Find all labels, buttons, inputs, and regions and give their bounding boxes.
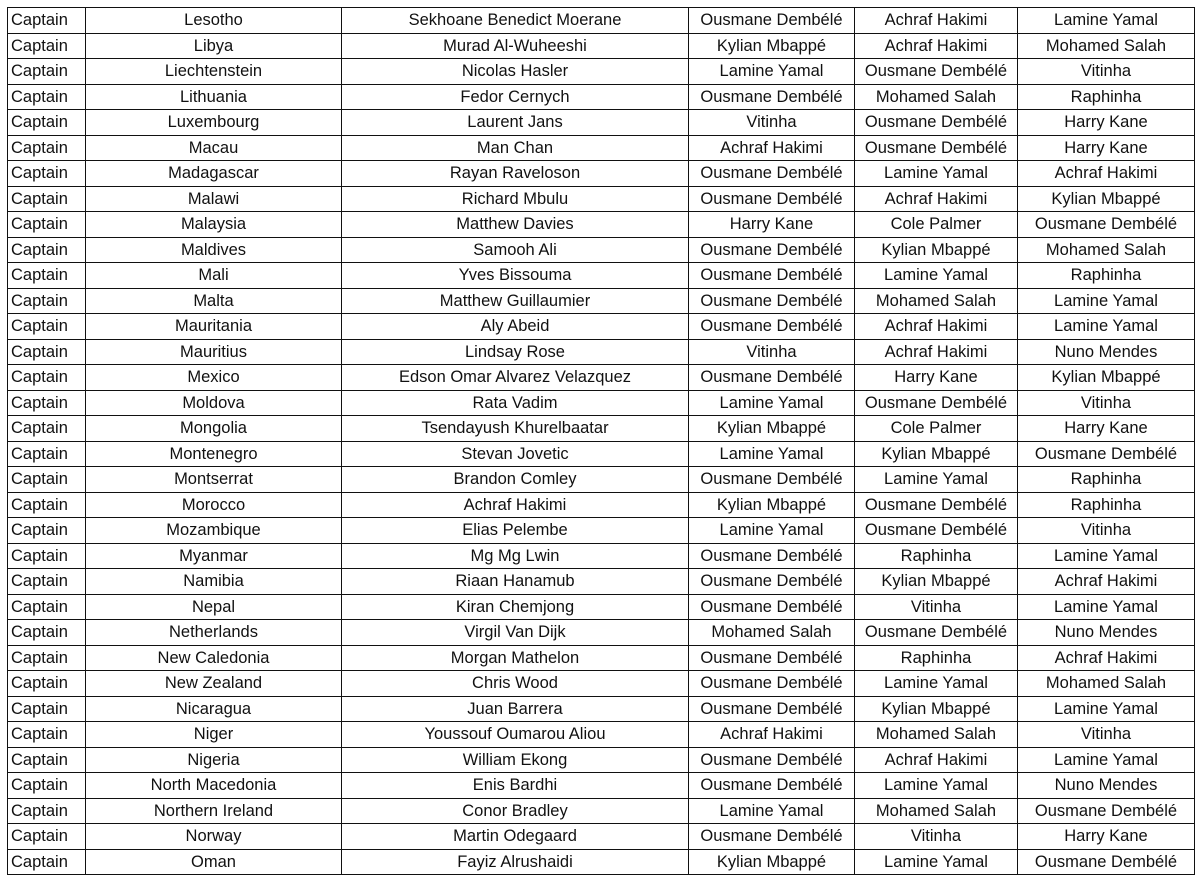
voter-name-cell: Matthew Davies [342,212,689,238]
table-row [8,84,1195,110]
second-choice-cell: Kylian Mbappé [855,569,1018,595]
role-cell: Captain [8,416,86,442]
voter-name-cell: Yves Bissouma [342,263,689,289]
voter-name-cell: Achraf Hakimi [342,492,689,518]
table-row [8,110,1195,136]
country-cell: Mali [86,263,342,289]
country-cell: Montserrat [86,467,342,493]
third-choice-cell: Lamine Yamal [1018,543,1195,569]
second-choice-cell: Vitinha [855,824,1018,850]
table-row [8,135,1195,161]
role-cell: Captain [8,671,86,697]
country-cell: Malawi [86,186,342,212]
table-row [8,263,1195,289]
first-choice-cell: Ousmane Dembélé [689,824,855,850]
second-choice-cell: Harry Kane [855,365,1018,391]
second-choice-cell: Cole Palmer [855,416,1018,442]
first-choice-cell: Ousmane Dembélé [689,314,855,340]
third-choice-cell: Ousmane Dembélé [1018,212,1195,238]
country-cell: Namibia [86,569,342,595]
third-choice-cell: Achraf Hakimi [1018,569,1195,595]
country-cell: Macau [86,135,342,161]
role-cell: Captain [8,237,86,263]
first-choice-cell: Ousmane Dembélé [689,645,855,671]
second-choice-cell: Vitinha [855,594,1018,620]
country-cell: Luxembourg [86,110,342,136]
country-cell: Liechtenstein [86,59,342,85]
third-choice-cell: Lamine Yamal [1018,747,1195,773]
third-choice-cell: Vitinha [1018,390,1195,416]
table-row [8,8,1195,34]
voting-sheet [7,7,1194,875]
voter-name-cell: Edson Omar Alvarez Velazquez [342,365,689,391]
first-choice-cell: Ousmane Dembélé [689,569,855,595]
role-cell: Captain [8,59,86,85]
voter-name-cell: Sekhoane Benedict Moerane [342,8,689,34]
voter-name-cell: Nicolas Hasler [342,59,689,85]
voter-name-cell: Rata Vadim [342,390,689,416]
third-choice-cell: Lamine Yamal [1018,594,1195,620]
second-choice-cell: Cole Palmer [855,212,1018,238]
voter-name-cell: Kiran Chemjong [342,594,689,620]
voter-name-cell: Fedor Cernych [342,84,689,110]
first-choice-cell: Kylian Mbappé [689,492,855,518]
voter-name-cell: Riaan Hanamub [342,569,689,595]
first-choice-cell: Lamine Yamal [689,441,855,467]
third-choice-cell: Raphinha [1018,263,1195,289]
voter-name-cell: Enis Bardhi [342,773,689,799]
second-choice-cell: Raphinha [855,543,1018,569]
table-row [8,671,1195,697]
first-choice-cell: Ousmane Dembélé [689,288,855,314]
country-cell: Oman [86,849,342,875]
table-row [8,645,1195,671]
second-choice-cell: Ousmane Dembélé [855,135,1018,161]
second-choice-cell: Ousmane Dembélé [855,59,1018,85]
role-cell: Captain [8,33,86,59]
role-cell: Captain [8,441,86,467]
voter-name-cell: Brandon Comley [342,467,689,493]
country-cell: Malta [86,288,342,314]
voter-name-cell: Youssouf Oumarou Aliou [342,722,689,748]
first-choice-cell: Mohamed Salah [689,620,855,646]
table-row [8,492,1195,518]
votes-table [7,7,1195,875]
country-cell: Nicaragua [86,696,342,722]
second-choice-cell: Kylian Mbappé [855,237,1018,263]
country-cell: New Caledonia [86,645,342,671]
country-cell: Lithuania [86,84,342,110]
second-choice-cell: Ousmane Dembélé [855,620,1018,646]
third-choice-cell: Harry Kane [1018,416,1195,442]
first-choice-cell: Harry Kane [689,212,855,238]
role-cell: Captain [8,569,86,595]
role-cell: Captain [8,620,86,646]
third-choice-cell: Mohamed Salah [1018,237,1195,263]
third-choice-cell: Vitinha [1018,722,1195,748]
first-choice-cell: Ousmane Dembélé [689,237,855,263]
country-cell: Myanmar [86,543,342,569]
country-cell: Mexico [86,365,342,391]
role-cell: Captain [8,492,86,518]
table-row [8,314,1195,340]
table-row [8,59,1195,85]
table-row [8,798,1195,824]
role-cell: Captain [8,339,86,365]
country-cell: Norway [86,824,342,850]
third-choice-cell: Ousmane Dembélé [1018,849,1195,875]
country-cell: Malaysia [86,212,342,238]
second-choice-cell: Achraf Hakimi [855,339,1018,365]
role-cell: Captain [8,186,86,212]
country-cell: Montenegro [86,441,342,467]
country-cell: Netherlands [86,620,342,646]
second-choice-cell: Ousmane Dembélé [855,390,1018,416]
country-cell: Mongolia [86,416,342,442]
third-choice-cell: Nuno Mendes [1018,620,1195,646]
third-choice-cell: Kylian Mbappé [1018,186,1195,212]
third-choice-cell: Vitinha [1018,518,1195,544]
table-row [8,441,1195,467]
country-cell: Niger [86,722,342,748]
first-choice-cell: Ousmane Dembélé [689,186,855,212]
voter-name-cell: Martin Odegaard [342,824,689,850]
voter-name-cell: Mg Mg Lwin [342,543,689,569]
second-choice-cell: Lamine Yamal [855,773,1018,799]
first-choice-cell: Achraf Hakimi [689,722,855,748]
voter-name-cell: Fayiz Alrushaidi [342,849,689,875]
first-choice-cell: Lamine Yamal [689,518,855,544]
country-cell: Mozambique [86,518,342,544]
voter-name-cell: Matthew Guillaumier [342,288,689,314]
table-row [8,416,1195,442]
table-row [8,824,1195,850]
role-cell: Captain [8,773,86,799]
role-cell: Captain [8,314,86,340]
role-cell: Captain [8,594,86,620]
country-cell: Northern Ireland [86,798,342,824]
country-cell: Mauritius [86,339,342,365]
first-choice-cell: Ousmane Dembélé [689,696,855,722]
role-cell: Captain [8,824,86,850]
role-cell: Captain [8,467,86,493]
table-row [8,773,1195,799]
first-choice-cell: Ousmane Dembélé [689,263,855,289]
role-cell: Captain [8,798,86,824]
table-row [8,288,1195,314]
table-row [8,722,1195,748]
second-choice-cell: Mohamed Salah [855,798,1018,824]
role-cell: Captain [8,849,86,875]
second-choice-cell: Achraf Hakimi [855,33,1018,59]
table-row [8,696,1195,722]
role-cell: Captain [8,161,86,187]
third-choice-cell: Nuno Mendes [1018,773,1195,799]
third-choice-cell: Nuno Mendes [1018,339,1195,365]
table-row [8,467,1195,493]
third-choice-cell: Harry Kane [1018,135,1195,161]
role-cell: Captain [8,288,86,314]
votes-table-body [8,8,1195,875]
first-choice-cell: Ousmane Dembélé [689,671,855,697]
third-choice-cell: Vitinha [1018,59,1195,85]
second-choice-cell: Ousmane Dembélé [855,518,1018,544]
second-choice-cell: Kylian Mbappé [855,696,1018,722]
table-row [8,518,1195,544]
table-row [8,620,1195,646]
voter-name-cell: Elias Pelembe [342,518,689,544]
second-choice-cell: Mohamed Salah [855,288,1018,314]
second-choice-cell: Lamine Yamal [855,263,1018,289]
second-choice-cell: Ousmane Dembélé [855,492,1018,518]
role-cell: Captain [8,543,86,569]
third-choice-cell: Raphinha [1018,84,1195,110]
table-row [8,186,1195,212]
table-row [8,365,1195,391]
third-choice-cell: Lamine Yamal [1018,314,1195,340]
role-cell: Captain [8,135,86,161]
first-choice-cell: Lamine Yamal [689,59,855,85]
second-choice-cell: Lamine Yamal [855,161,1018,187]
first-choice-cell: Ousmane Dembélé [689,773,855,799]
table-row [8,543,1195,569]
first-choice-cell: Lamine Yamal [689,390,855,416]
voter-name-cell: Aly Abeid [342,314,689,340]
table-row [8,339,1195,365]
role-cell: Captain [8,8,86,34]
second-choice-cell: Achraf Hakimi [855,186,1018,212]
role-cell: Captain [8,365,86,391]
voter-name-cell: William Ekong [342,747,689,773]
table-row [8,237,1195,263]
second-choice-cell: Achraf Hakimi [855,314,1018,340]
third-choice-cell: Harry Kane [1018,110,1195,136]
country-cell: Morocco [86,492,342,518]
third-choice-cell: Kylian Mbappé [1018,365,1195,391]
third-choice-cell: Achraf Hakimi [1018,161,1195,187]
country-cell: Lesotho [86,8,342,34]
role-cell: Captain [8,747,86,773]
second-choice-cell: Achraf Hakimi [855,8,1018,34]
country-cell: Madagascar [86,161,342,187]
first-choice-cell: Kylian Mbappé [689,849,855,875]
role-cell: Captain [8,110,86,136]
first-choice-cell: Ousmane Dembélé [689,161,855,187]
first-choice-cell: Ousmane Dembélé [689,543,855,569]
role-cell: Captain [8,722,86,748]
role-cell: Captain [8,390,86,416]
role-cell: Captain [8,84,86,110]
second-choice-cell: Lamine Yamal [855,671,1018,697]
role-cell: Captain [8,645,86,671]
voter-name-cell: Morgan Mathelon [342,645,689,671]
third-choice-cell: Lamine Yamal [1018,8,1195,34]
table-row [8,161,1195,187]
voter-name-cell: Chris Wood [342,671,689,697]
second-choice-cell: Lamine Yamal [855,467,1018,493]
third-choice-cell: Achraf Hakimi [1018,645,1195,671]
second-choice-cell: Mohamed Salah [855,84,1018,110]
first-choice-cell: Ousmane Dembélé [689,467,855,493]
role-cell: Captain [8,212,86,238]
voter-name-cell: Conor Bradley [342,798,689,824]
role-cell: Captain [8,518,86,544]
third-choice-cell: Lamine Yamal [1018,288,1195,314]
country-cell: Nepal [86,594,342,620]
role-cell: Captain [8,263,86,289]
table-row [8,33,1195,59]
table-row [8,212,1195,238]
second-choice-cell: Ousmane Dembélé [855,110,1018,136]
country-cell: Maldives [86,237,342,263]
voter-name-cell: Virgil Van Dijk [342,620,689,646]
third-choice-cell: Ousmane Dembélé [1018,798,1195,824]
second-choice-cell: Kylian Mbappé [855,441,1018,467]
table-row [8,849,1195,875]
third-choice-cell: Raphinha [1018,492,1195,518]
voter-name-cell: Rayan Raveloson [342,161,689,187]
second-choice-cell: Lamine Yamal [855,849,1018,875]
third-choice-cell: Raphinha [1018,467,1195,493]
voter-name-cell: Laurent Jans [342,110,689,136]
first-choice-cell: Kylian Mbappé [689,416,855,442]
voter-name-cell: Stevan Jovetic [342,441,689,467]
country-cell: Nigeria [86,747,342,773]
third-choice-cell: Lamine Yamal [1018,696,1195,722]
first-choice-cell: Ousmane Dembélé [689,84,855,110]
first-choice-cell: Vitinha [689,110,855,136]
first-choice-cell: Kylian Mbappé [689,33,855,59]
country-cell: Libya [86,33,342,59]
voter-name-cell: Tsendayush Khurelbaatar [342,416,689,442]
first-choice-cell: Ousmane Dembélé [689,8,855,34]
second-choice-cell: Achraf Hakimi [855,747,1018,773]
first-choice-cell: Achraf Hakimi [689,135,855,161]
third-choice-cell: Harry Kane [1018,824,1195,850]
country-cell: North Macedonia [86,773,342,799]
third-choice-cell: Mohamed Salah [1018,33,1195,59]
second-choice-cell: Raphinha [855,645,1018,671]
table-row [8,594,1195,620]
country-cell: Mauritania [86,314,342,340]
voter-name-cell: Richard Mbulu [342,186,689,212]
second-choice-cell: Mohamed Salah [855,722,1018,748]
voter-name-cell: Man Chan [342,135,689,161]
first-choice-cell: Ousmane Dembélé [689,365,855,391]
first-choice-cell: Vitinha [689,339,855,365]
role-cell: Captain [8,696,86,722]
voter-name-cell: Murad Al-Wuheeshi [342,33,689,59]
first-choice-cell: Lamine Yamal [689,798,855,824]
country-cell: New Zealand [86,671,342,697]
table-row [8,390,1195,416]
third-choice-cell: Mohamed Salah [1018,671,1195,697]
third-choice-cell: Ousmane Dembélé [1018,441,1195,467]
table-row [8,569,1195,595]
voter-name-cell: Lindsay Rose [342,339,689,365]
first-choice-cell: Ousmane Dembélé [689,747,855,773]
voter-name-cell: Juan Barrera [342,696,689,722]
voter-name-cell: Samooh Ali [342,237,689,263]
table-row [8,747,1195,773]
first-choice-cell: Ousmane Dembélé [689,594,855,620]
country-cell: Moldova [86,390,342,416]
